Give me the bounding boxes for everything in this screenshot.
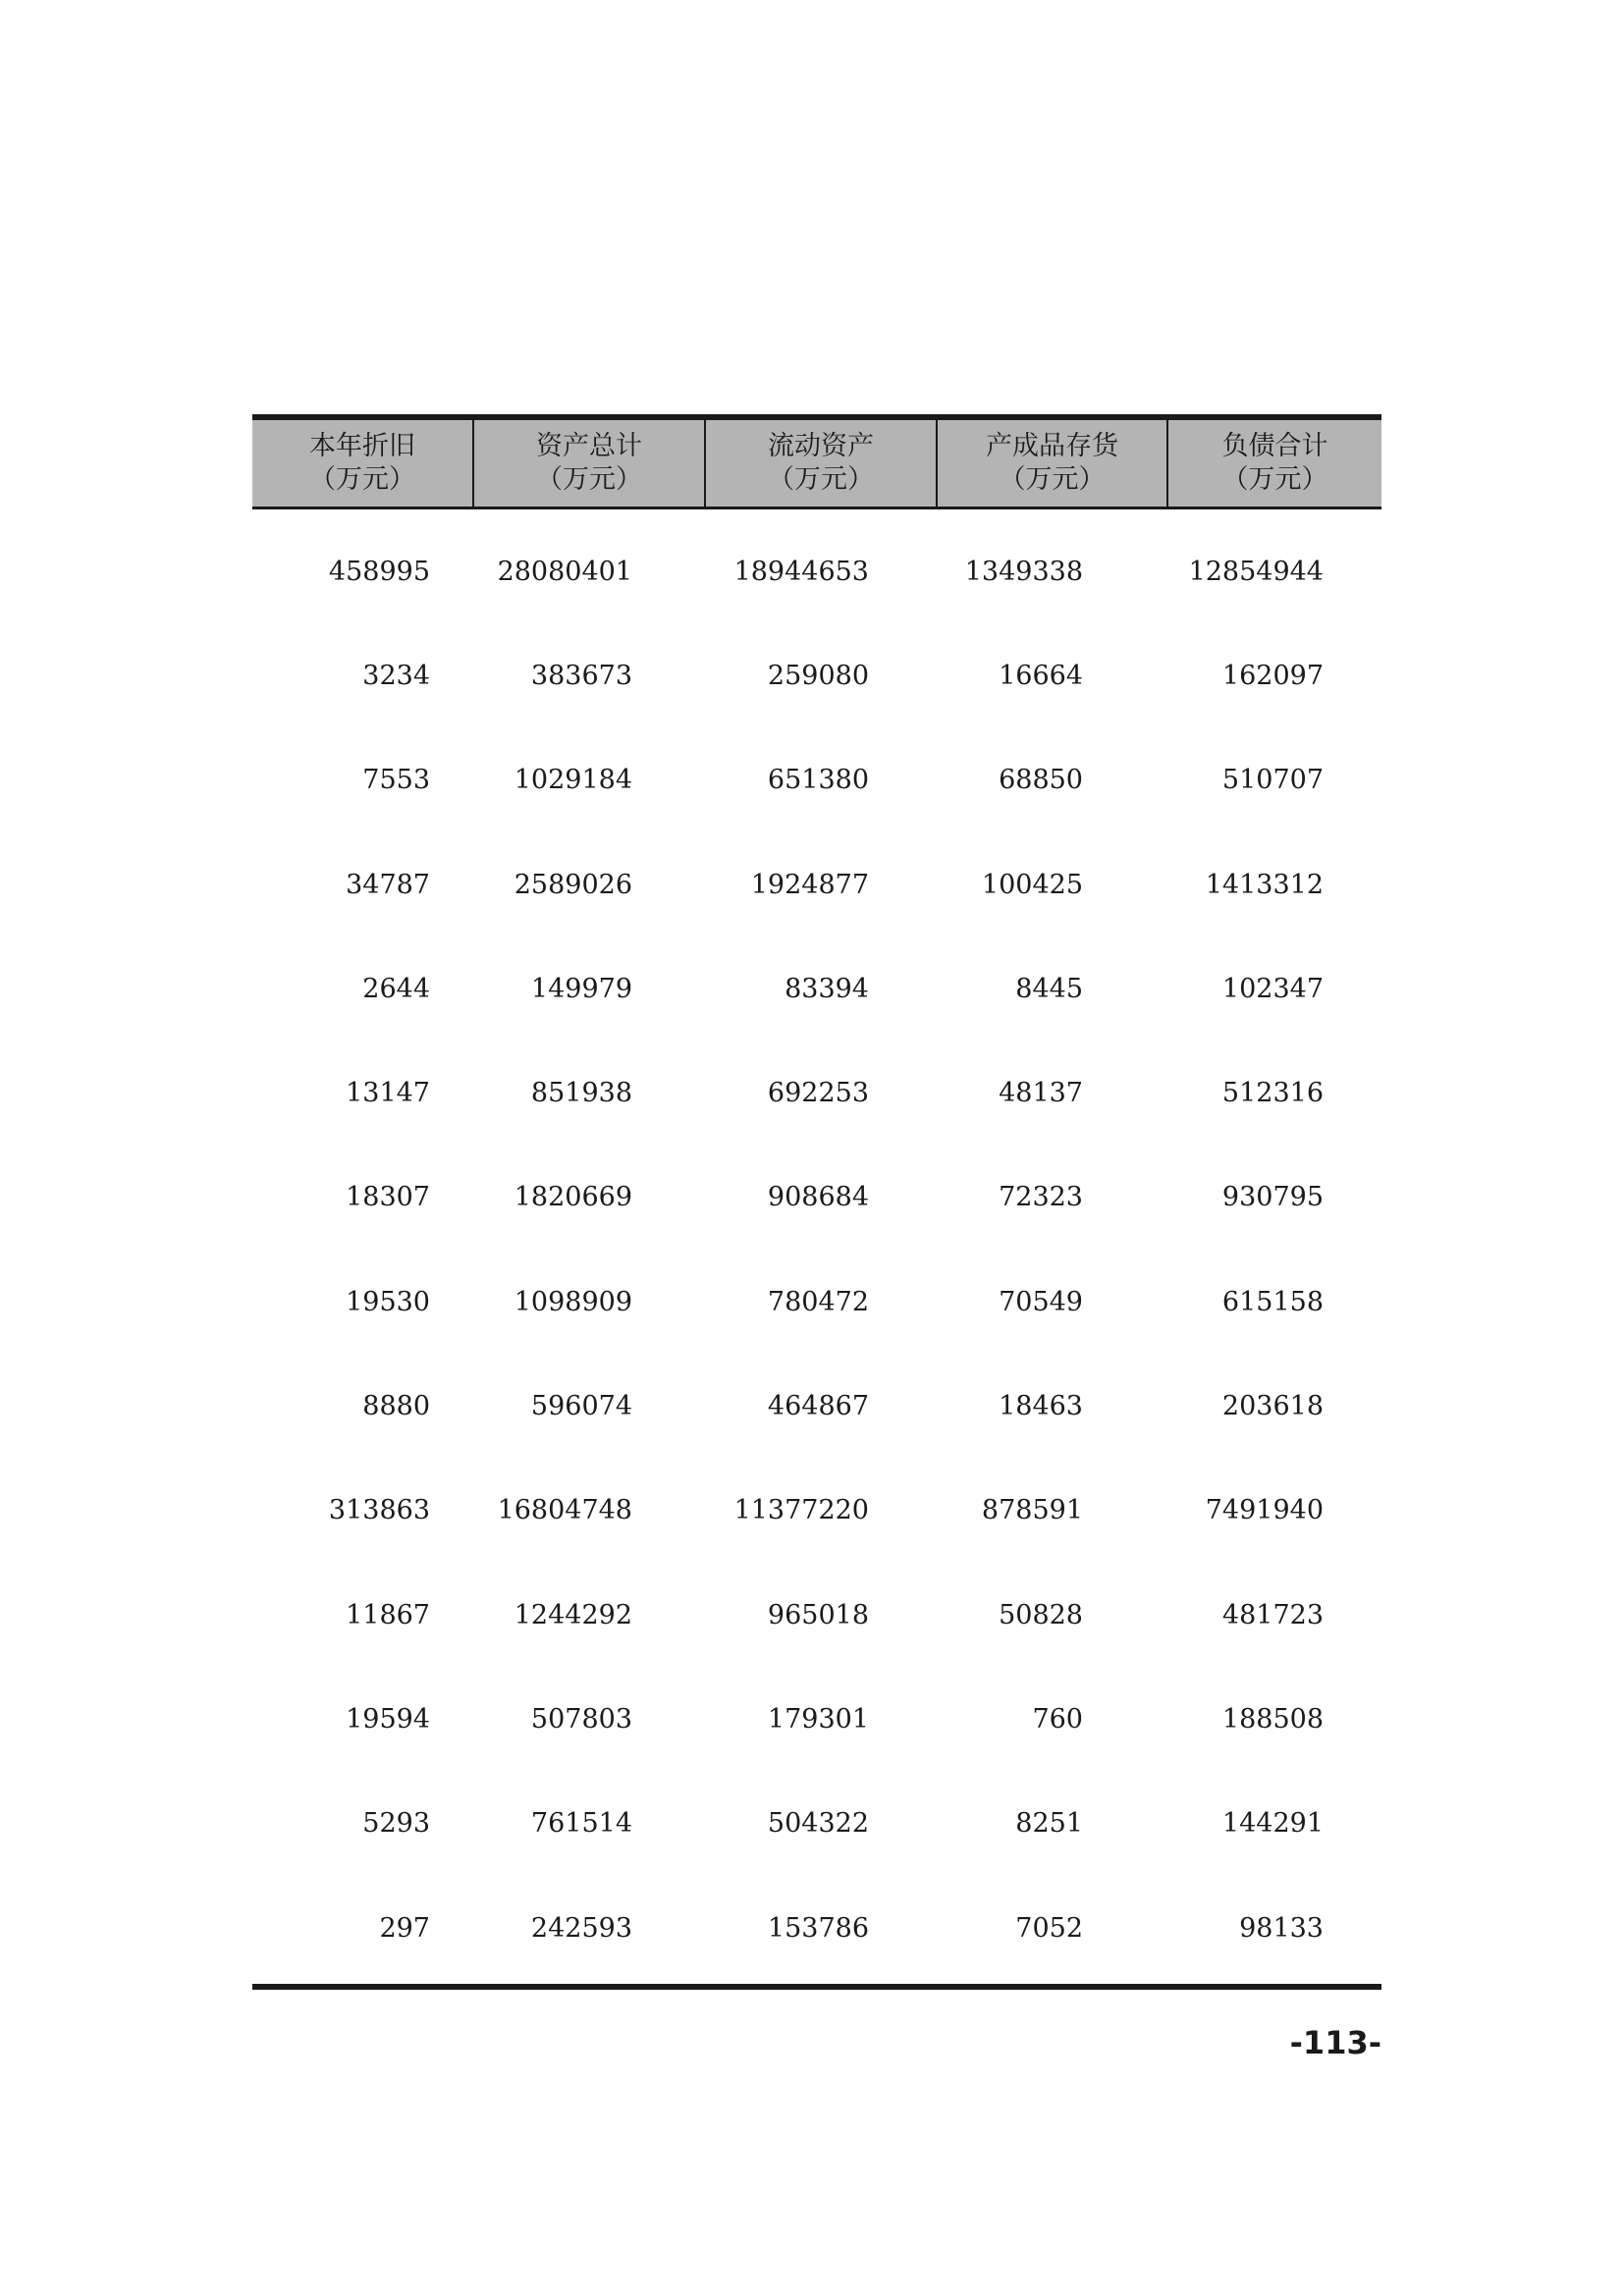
- table-cell: 70549: [999, 1286, 1083, 1317]
- table-row: [252, 1146, 1381, 1250]
- table-cell: 34787: [346, 869, 430, 900]
- table-cell: 383673: [530, 660, 632, 691]
- table-cell: 7553: [362, 765, 430, 796]
- table-row: [252, 519, 1381, 623]
- table-cell: 615158: [1221, 1286, 1324, 1317]
- table-cell: 464867: [767, 1391, 869, 1422]
- header-unit: （万元）: [309, 464, 415, 495]
- statistics-table: [252, 414, 1381, 1990]
- table-row: [252, 728, 1381, 832]
- table-row: [252, 1772, 1381, 1876]
- table-cell: 965018: [767, 1599, 869, 1630]
- table-cell: 7491940: [1205, 1495, 1324, 1526]
- header-unit: （万元）: [768, 464, 874, 495]
- header-label: 产成品存货: [986, 431, 1118, 461]
- table-cell: 11377220: [733, 1495, 869, 1526]
- table-cell: 2589026: [514, 869, 632, 900]
- table-cell: 481723: [1221, 1599, 1324, 1630]
- table-cell: 13147: [346, 1078, 430, 1109]
- table-cell: 18944653: [733, 556, 869, 587]
- table-cell: 1413312: [1205, 869, 1324, 900]
- table-cell: 12854944: [1188, 556, 1324, 587]
- table-cell: 179301: [767, 1703, 869, 1735]
- table-cell: 19530: [346, 1286, 430, 1317]
- table-row: [252, 1459, 1381, 1563]
- table-cell: 5293: [362, 1808, 430, 1840]
- table-cell: 8445: [1015, 973, 1083, 1004]
- table-cell: 2644: [362, 973, 430, 1004]
- table-cell: 68850: [999, 765, 1083, 796]
- table-cell: 28080401: [497, 556, 632, 587]
- table-cell: 878591: [981, 1495, 1083, 1526]
- table-cell: 512316: [1221, 1078, 1324, 1109]
- header-label: 流动资产: [768, 431, 874, 461]
- table-cell: 50828: [999, 1599, 1083, 1630]
- table-cell: 651380: [767, 765, 869, 796]
- table-cell: 18307: [346, 1182, 430, 1213]
- table-cell: 8880: [362, 1391, 430, 1422]
- table-row: [252, 1041, 1381, 1145]
- header-current-assets: [706, 420, 938, 507]
- table-cell: 596074: [530, 1391, 632, 1422]
- header-label: 资产总计: [536, 431, 642, 461]
- table-cell: 18463: [999, 1391, 1083, 1422]
- table-cell: 908684: [767, 1182, 869, 1213]
- table-cell: 504322: [767, 1808, 869, 1840]
- table-row: [252, 1563, 1381, 1667]
- table-header-row: [252, 420, 1381, 509]
- header-annual-depreciation: [252, 420, 474, 507]
- table-cell: 1098909: [514, 1286, 632, 1317]
- table-row: [252, 1354, 1381, 1458]
- table-row: [252, 1876, 1381, 1980]
- table-cell: 1924877: [750, 869, 869, 900]
- table-cell: 507803: [530, 1703, 632, 1735]
- header-label: 本年折旧: [309, 431, 415, 461]
- page-number: -113-: [1289, 2024, 1381, 2061]
- header-unit: （万元）: [999, 464, 1106, 495]
- table-row: [252, 832, 1381, 936]
- table-cell: 102347: [1221, 973, 1324, 1004]
- table-cell: 313863: [328, 1495, 430, 1526]
- header-total-assets: [474, 420, 706, 507]
- table-cell: 98133: [1239, 1912, 1324, 1944]
- table-row: [252, 1250, 1381, 1354]
- table-bottom-rule: [252, 1984, 1381, 1990]
- table-cell: 761514: [530, 1808, 632, 1840]
- table-cell: 83394: [785, 973, 869, 1004]
- table-cell: 16664: [999, 660, 1083, 691]
- table-cell: 11867: [346, 1599, 430, 1630]
- table-cell: 48137: [999, 1078, 1083, 1109]
- table-cell: 72323: [999, 1182, 1083, 1213]
- table-cell: 144291: [1221, 1808, 1324, 1840]
- table-cell: 3234: [362, 660, 430, 691]
- table-cell: 19594: [346, 1703, 430, 1735]
- table-cell: 692253: [767, 1078, 869, 1109]
- table-cell: 100425: [981, 869, 1083, 900]
- table-row: [252, 623, 1381, 727]
- table-cell: 930795: [1221, 1182, 1324, 1213]
- table-cell: 1244292: [514, 1599, 632, 1630]
- table-cell: 8251: [1015, 1808, 1083, 1840]
- header-label: 负债合计: [1221, 431, 1328, 461]
- table-cell: 153786: [767, 1912, 869, 1944]
- table-cell: 203618: [1221, 1391, 1324, 1422]
- table-cell: 7052: [1015, 1912, 1083, 1944]
- table-cell: 458995: [328, 556, 430, 587]
- table-row: [252, 936, 1381, 1041]
- header-unit: （万元）: [536, 464, 642, 495]
- table-cell: 242593: [530, 1912, 632, 1944]
- table-cell: 297: [379, 1912, 430, 1944]
- table-body: [252, 509, 1381, 1980]
- table-cell: 780472: [767, 1286, 869, 1317]
- header-finished-goods-inventory: [938, 420, 1168, 507]
- table-cell: 851938: [530, 1078, 632, 1109]
- table-cell: 149979: [530, 973, 632, 1004]
- table-row: [252, 1667, 1381, 1771]
- table-cell: 1820669: [514, 1182, 632, 1213]
- table-cell: 1349338: [964, 556, 1083, 587]
- table-cell: 760: [1032, 1703, 1083, 1735]
- table-cell: 259080: [767, 660, 869, 691]
- table-cell: 510707: [1221, 765, 1324, 796]
- table-cell: 1029184: [514, 765, 632, 796]
- table-cell: 162097: [1221, 660, 1324, 691]
- table-cell: 16804748: [497, 1495, 632, 1526]
- header-unit: （万元）: [1221, 464, 1328, 495]
- header-total-liabilities: [1168, 420, 1381, 507]
- table-cell: 188508: [1221, 1703, 1324, 1735]
